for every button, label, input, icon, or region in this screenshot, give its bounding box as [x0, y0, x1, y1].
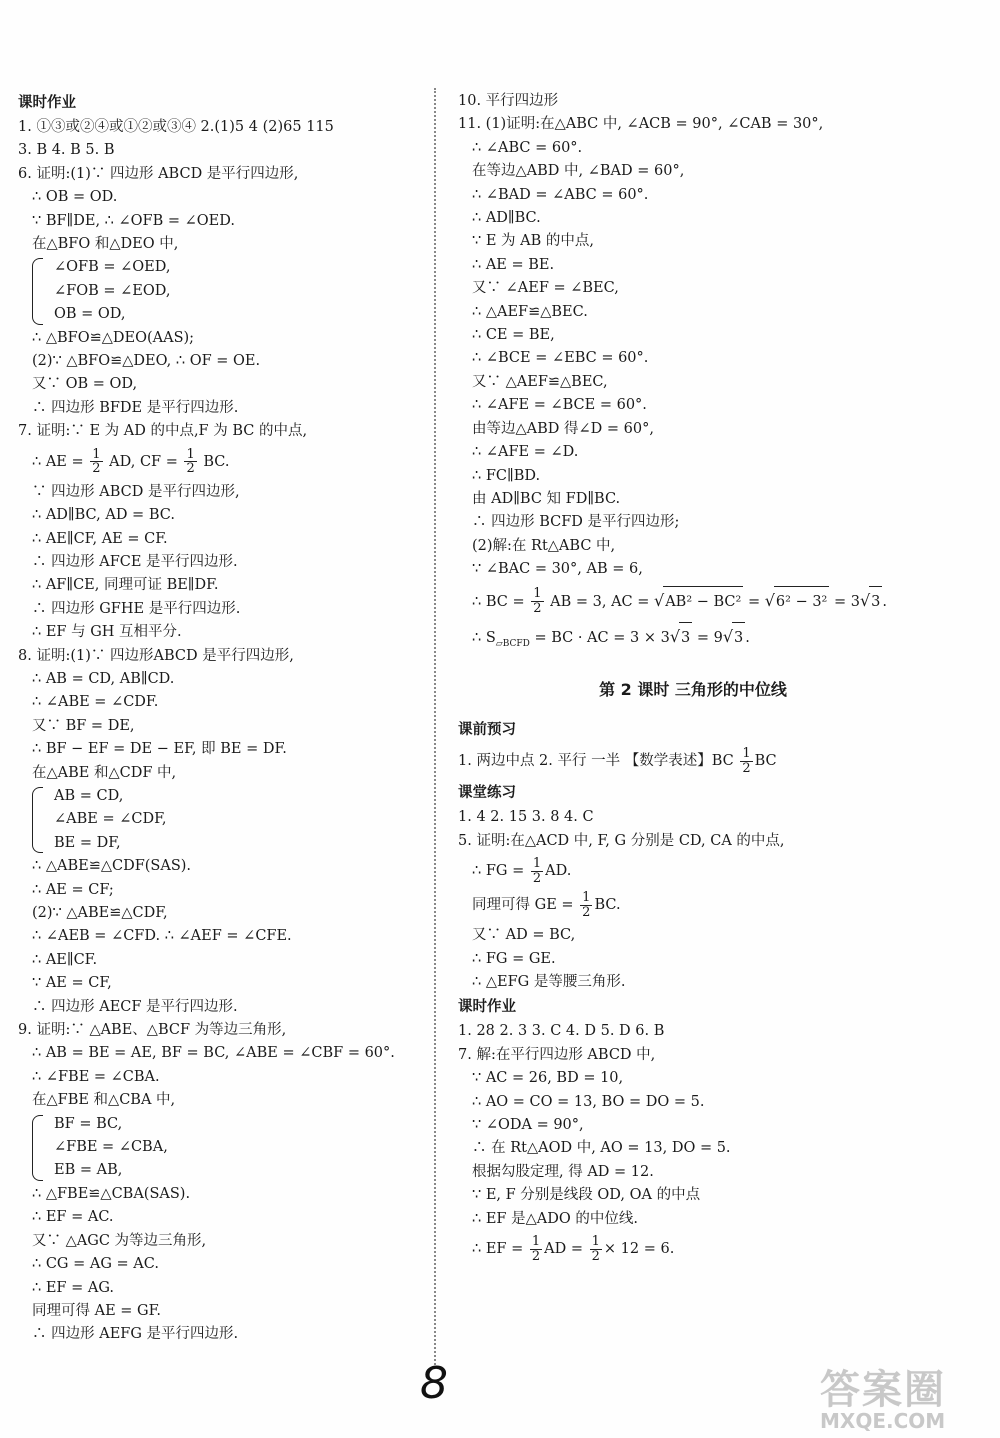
answer-line: 10. 平行四边形 [458, 93, 559, 109]
radicand: 6² − 3² [774, 586, 829, 618]
answer-line: ∴ ∠FBE = ∠CBA. [32, 1068, 160, 1085]
heading-homework: 课时作业 [18, 95, 76, 111]
denominator: 2 [533, 601, 542, 617]
answer-line: ∴ 四边形 BFDE 是平行四边形. [32, 399, 239, 416]
text: = [747, 593, 761, 610]
answer-line: 又∵ △AGC 为等边三角形, [32, 1232, 207, 1249]
text: ∴ FG = [472, 863, 525, 880]
answer-line: 7. 证明:∵ E 为 AD 的中点,F 为 BC 的中点, [18, 423, 308, 440]
text: . [745, 629, 750, 646]
answer-line: ∴ AE∥CF, AE = CF. [32, 530, 168, 547]
answer-line: 又∵ ∠AEF = ∠BEC, [472, 280, 619, 297]
answer-line: 又∵ △AEF≌△BEC, [472, 373, 608, 390]
system-line: BF = BC, [54, 1115, 123, 1132]
answer-line: (2)∵ △BFO≌△DEO, ∴ OF = OE. [32, 353, 261, 370]
answer-line: 同理可得 AE = GF. [32, 1302, 162, 1319]
system-line: ∠FOB = ∠EOD, [54, 282, 171, 299]
answer-line: ∴ ∠AEB = ∠CFD. ∴ ∠AEF = ∠CFE. [32, 928, 292, 945]
text: AD, CF = [109, 453, 178, 470]
answer-line: ∴ ∠BAD = ∠ABC = 60°. [472, 186, 649, 203]
heading-preview: 课前预习 [458, 722, 516, 739]
equation-system [18, 785, 418, 855]
radical-sign: √ [654, 590, 665, 610]
answer-line: 5. 证明:在△ACD 中, F, G 分别是 CD, CA 的中点, [458, 832, 785, 849]
numerator: 1 [582, 890, 591, 906]
system-line: ∠ABE = ∠CDF, [54, 811, 167, 828]
equation-system [18, 256, 418, 326]
answer-line: ∴ ∠BCE = ∠EBC = 60°. [472, 350, 649, 367]
fraction-line [18, 447, 418, 478]
answer-line: ∴ AE∥CF. [32, 951, 98, 968]
radical-sign: √ [859, 590, 871, 610]
answer-line: ∵ E, F 分别是线段 OD, OA 的中点 [472, 1187, 701, 1204]
text: BC. [594, 897, 621, 914]
text: ∴ S [472, 629, 496, 646]
text: ∴ AE = [32, 453, 84, 470]
answer-line: ∴ BF − EF = DE − EF, 即 BE = DF. [32, 741, 287, 758]
text: = 3 [833, 593, 860, 610]
answer-line: ∴ 四边形 GFHE 是平行四边形. [32, 600, 241, 617]
answer-line: 在△FBE 和△CBA 中, [32, 1092, 176, 1109]
area-line [458, 621, 928, 660]
fraction-line [458, 856, 928, 887]
answer-line: ∴ OB = OD. [32, 189, 118, 206]
radicand: AB² − BC² [663, 586, 743, 618]
answer-line: ∴ EF = AG. [32, 1279, 114, 1296]
denominator: 2 [531, 1248, 541, 1264]
fraction [531, 857, 543, 885]
answer-line: 6. 证明:(1)∵ 四边形 ABCD 是平行四边形, [18, 165, 299, 182]
text: 同理可得 GE = [472, 897, 574, 914]
answer-line: 由等边△ABD 得∠D = 60°, [472, 420, 654, 437]
answer-line: ∴ ∠ABC = 60°. [472, 139, 583, 156]
answer-line: ∴ △AEF≌△BEC. [472, 303, 588, 320]
answer-line: 根据勾股定理, 得 AD = 12. [472, 1163, 654, 1180]
answer-line: ∴ ∠AFE = ∠D. [472, 444, 579, 461]
answer-line: ∴ AB = BE = AE, BF = BC, ∠ABE = ∠CBF = 60°. [32, 1045, 395, 1062]
brace [32, 258, 43, 324]
answer-line: 8. 证明:(1)∵ 四边形ABCD 是平行四边形, [18, 647, 294, 664]
answer-line: 又∵ BF = DE, [32, 717, 135, 734]
denominator: 2 [582, 904, 591, 920]
fraction [590, 1235, 602, 1263]
answer-line: ∴ AE = CF; [32, 881, 114, 898]
numerator: 1 [742, 746, 751, 762]
watermark [820, 1358, 946, 1433]
answer-line: 1. ①③或②④或①②或③④ 2.(1)5 4 (2)65 115 [18, 119, 334, 135]
answer-line: ∴ ∠AFE = ∠BCE = 60°. [472, 397, 647, 414]
answer-line: ∴ FG = GE. [472, 950, 556, 967]
answer-line: (2)解:在 Rt△ABC 中, [472, 537, 616, 554]
text: ∴ EF = [472, 1241, 524, 1258]
answer-line: 11. (1)证明:在△ABC 中, ∠ACB = 90°, ∠CAB = 30°, [458, 116, 824, 133]
answer-line: ∴ AE = BE. [472, 256, 555, 273]
system-line: BE = DF, [54, 834, 121, 851]
answer-line: ∴ △FBE≌△CBA(SAS). [32, 1185, 191, 1202]
denominator: 2 [742, 760, 751, 776]
fraction-line [458, 746, 928, 777]
fraction [580, 891, 592, 919]
numerator: 1 [532, 856, 542, 872]
answer-line: ∴ 四边形 AECF 是平行四边形. [32, 998, 238, 1015]
answer-line: ∴ EF 是△ADO 的中位线. [472, 1210, 638, 1227]
text: AB = 3, AC = [550, 593, 650, 610]
answer-line: 又∵ OB = OD, [32, 376, 138, 393]
system-line: ∠OFB = ∠OED, [54, 259, 171, 276]
answer-line: ∵ AC = 26, BD = 10, [472, 1070, 624, 1087]
text: = 9 [696, 629, 723, 646]
answer-line: ∴ 在 Rt△AOD 中, AO = 13, DO = 5. [472, 1140, 731, 1157]
right-column [458, 90, 928, 1268]
answer-line: 在等边△ABD 中, ∠BAD = 60°, [472, 163, 685, 180]
column-divider [434, 88, 436, 1368]
answer-line: ∴ FC∥BD. [472, 467, 541, 484]
text: . [882, 593, 888, 610]
system-line: ∠FBE = ∠CBA, [54, 1139, 168, 1156]
answer-line: 在△ABE 和△CDF 中, [32, 764, 177, 781]
answer-line: 1. 28 2. 3 3. C 4. D 5. D 6. B [458, 1023, 665, 1040]
answer-line: ∴ CG = AG = AC. [32, 1256, 159, 1273]
answer-line: ∴ EF 与 GH 互相平分. [32, 624, 182, 641]
radicand: 3 [679, 622, 692, 654]
watermark-url: MXQE.COM [820, 1409, 946, 1433]
system-line: OB = OD, [54, 306, 126, 323]
text: 1. 两边中点 2. 平行 一半 【数学表述】BC [458, 753, 734, 770]
heading-homework: 课时作业 [458, 999, 516, 1016]
fraction [90, 448, 102, 476]
answer-line: ∵ BF∥DE, ∴ ∠OFB = ∠OED. [32, 212, 235, 229]
fraction-line [458, 585, 928, 618]
denominator: 2 [591, 1248, 600, 1264]
section-title: 第 2 课时 三角形的中位线 [599, 680, 787, 700]
answer-line: ∴ △BFO≌△DEO(AAS); [32, 329, 195, 346]
text: BC. [203, 453, 230, 470]
watermark-logo: 答案圈 [820, 1367, 946, 1413]
answer-line: ∴ CE = BE, [472, 327, 555, 344]
answer-line: ∵ ∠ODA = 90°, [472, 1117, 584, 1134]
answer-line: 1. 4 2. 15 3. 8 4. C [458, 809, 594, 826]
radicand: 3 [869, 586, 882, 618]
brace [32, 787, 43, 853]
answer-line: (2)∵ △ABE≌△CDF, [32, 905, 168, 921]
fraction-line [458, 890, 928, 921]
system-line: AB = CD, [54, 787, 124, 804]
answer-line: ∴ 四边形 AFCE 是平行四边形. [32, 553, 238, 570]
answer-line: ∴ △ABE≌△CDF(SAS). [32, 858, 192, 875]
fraction [184, 448, 196, 476]
fraction [740, 747, 752, 775]
radicand: 3 [732, 622, 745, 654]
answer-line: 3. B 4. B 5. B [18, 142, 115, 159]
answer-line: ∵ 四边形 ABCD 是平行四边形, [32, 483, 240, 500]
answer-line: 又∵ AD = BC, [472, 927, 576, 944]
numerator: 1 [591, 1233, 600, 1249]
text: AD = [544, 1241, 583, 1258]
answer-line: ∴ AD∥BC, AD = BC. [32, 507, 175, 524]
denominator: 2 [186, 461, 195, 477]
left-column [18, 90, 418, 1347]
subscript: ▱BCFD [495, 638, 530, 649]
radical-sign: √ [764, 590, 775, 610]
page-number: 8 [420, 1358, 448, 1409]
answer-line: ∴ EF = AC. [32, 1209, 114, 1226]
fraction [531, 587, 543, 615]
numerator: 1 [92, 446, 101, 462]
answer-line: ∴ 四边形 BCFD 是平行四边形; [472, 514, 680, 531]
text: = BC · AC = 3 × 3 [534, 629, 670, 646]
text: ∴ BC = [472, 593, 525, 610]
answer-line: ∵ E 为 AB 的中点, [472, 233, 594, 250]
denominator: 2 [92, 461, 101, 477]
answer-line: ∴ ∠ABE = ∠CDF. [32, 694, 159, 711]
system-line: EB = AB, [54, 1162, 123, 1179]
numerator: 1 [533, 586, 542, 602]
answer-line: 由 AD∥BC 知 FD∥BC. [472, 490, 621, 507]
denominator: 2 [532, 870, 542, 886]
answer-line: ∵ ∠BAC = 30°, AB = 6, [472, 561, 643, 578]
equation-system [18, 1113, 418, 1183]
fraction [530, 1235, 542, 1263]
answer-line: ∴ AD∥BC. [472, 210, 541, 227]
text: × 12 = 6. [603, 1241, 675, 1258]
answer-line: 7. 解:在平行四边形 ABCD 中, [458, 1046, 656, 1063]
numerator: 1 [531, 1233, 541, 1249]
answer-line: ∴ AB = CD, AB∥CD. [32, 670, 175, 687]
brace [32, 1115, 43, 1181]
radical-sign: √ [722, 626, 734, 646]
answer-line: 在△BFO 和△DEO 中, [32, 236, 179, 253]
answer-line: ∴ AF∥CE, 同理可证 BE∥DF. [32, 577, 219, 594]
heading-class-practice: 课堂练习 [458, 785, 516, 802]
answer-line: ∴ △EFG 是等腰三角形. [472, 974, 626, 991]
answer-line: ∵ AE = CF, [32, 975, 112, 992]
answer-line: ∴ AO = CO = 13, BO = DO = 5. [472, 1093, 705, 1110]
numerator: 1 [186, 446, 195, 462]
answer-line: 9. 证明:∵ △ABE、△BCF 为等边三角形, [18, 1022, 287, 1039]
answer-line: ∴ 四边形 AEFG 是平行四边形. [32, 1326, 239, 1343]
text: BC [754, 753, 777, 770]
radical-sign: √ [669, 626, 681, 646]
text: AD. [545, 863, 572, 880]
fraction-line [458, 1234, 928, 1265]
